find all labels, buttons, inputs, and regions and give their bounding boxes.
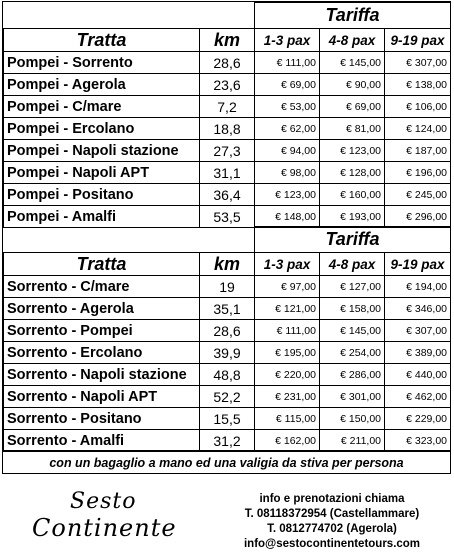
route-name: Pompei - Napoli APT [4, 162, 200, 184]
table-row [4, 276, 451, 298]
price-cell: € 193,00 [320, 206, 385, 228]
route-km: 52,2 [200, 386, 255, 408]
route-name: Sorrento - Napoli stazione [4, 364, 200, 386]
table-row [4, 184, 451, 206]
route-km: 53,5 [200, 206, 255, 228]
route-name: Pompei - Positano [4, 184, 200, 206]
price-cell: € 69,00 [255, 74, 320, 96]
pax-header: 4-8 pax [320, 29, 385, 52]
table-row [4, 386, 451, 408]
route-km: 36,4 [200, 184, 255, 206]
route-header: Tratta [4, 253, 200, 276]
route-name: Sorrento - C/mare [4, 276, 200, 298]
route-km: 27,3 [200, 140, 255, 162]
price-cell: € 196,00 [385, 162, 451, 184]
route-name: Sorrento - Ercolano [4, 342, 200, 364]
price-cell: € 220,00 [255, 364, 320, 386]
corner-blank [200, 227, 255, 253]
table-row [4, 140, 451, 162]
price-cell: € 462,00 [385, 386, 451, 408]
route-name: Sorrento - Positano [4, 408, 200, 430]
price-cell: € 94,00 [255, 140, 320, 162]
price-cell: € 187,00 [385, 140, 451, 162]
table-row [4, 430, 451, 452]
price-cell: € 138,00 [385, 74, 451, 96]
km-header: km [200, 29, 255, 52]
tariff-table-2 [3, 226, 451, 452]
table-row [4, 96, 451, 118]
route-km: 23,6 [200, 74, 255, 96]
price-cell: € 90,00 [320, 74, 385, 96]
table-row [4, 364, 451, 386]
price-cell: € 346,00 [385, 298, 451, 320]
price-cell: € 323,00 [385, 430, 451, 452]
price-cell: € 150,00 [320, 408, 385, 430]
route-km: 35,1 [200, 298, 255, 320]
price-cell: € 440,00 [385, 364, 451, 386]
price-cell: € 97,00 [255, 276, 320, 298]
price-cell: € 123,00 [320, 140, 385, 162]
corner-blank [4, 3, 200, 29]
contact-info [232, 492, 432, 552]
price-cell: € 160,00 [320, 184, 385, 206]
table-row [4, 118, 451, 140]
company-logo [32, 490, 182, 550]
price-cell: € 231,00 [255, 386, 320, 408]
price-cell: € 121,00 [255, 298, 320, 320]
table-row [4, 320, 451, 342]
logo-line-2: Continente [32, 514, 177, 542]
price-cell: € 229,00 [385, 408, 451, 430]
price-cell: € 162,00 [255, 430, 320, 452]
price-cell: € 115,00 [255, 408, 320, 430]
tariff-table-1 [3, 2, 451, 228]
tariff-header: Tariffa [255, 3, 451, 29]
route-name: Sorrento - Napoli APT [4, 386, 200, 408]
route-km: 19 [200, 276, 255, 298]
price-cell: € 245,00 [385, 184, 451, 206]
price-cell: € 123,00 [255, 184, 320, 206]
route-km: 18,8 [200, 118, 255, 140]
table-row [4, 206, 451, 228]
route-header: Tratta [4, 29, 200, 52]
route-name: Pompei - C/mare [4, 96, 200, 118]
price-cell: € 128,00 [320, 162, 385, 184]
route-name: Pompei - Amalfi [4, 206, 200, 228]
price-cell: € 307,00 [385, 320, 451, 342]
price-cell: € 111,00 [255, 320, 320, 342]
route-km: 15,5 [200, 408, 255, 430]
route-km: 7,2 [200, 96, 255, 118]
pax-header: 4-8 pax [320, 253, 385, 276]
route-km: 39,9 [200, 342, 255, 364]
contact-phone-agerola[interactable]: T. 0812774702 (Agerola) [267, 523, 397, 535]
route-km: 28,6 [200, 320, 255, 342]
pax-header: 1-3 pax [255, 29, 320, 52]
price-cell: € 81,00 [320, 118, 385, 140]
logo-line-1: Sesto [70, 489, 137, 514]
table-row [4, 298, 451, 320]
route-name: Pompei - Ercolano [4, 118, 200, 140]
route-km: 31,2 [200, 430, 255, 452]
price-cell: € 98,00 [255, 162, 320, 184]
price-cell: € 389,00 [385, 342, 451, 364]
price-cell: € 254,00 [320, 342, 385, 364]
corner-blank [4, 227, 200, 253]
price-cell: € 145,00 [320, 52, 385, 74]
route-name: Sorrento - Amalfi [4, 430, 200, 452]
price-cell: € 69,00 [320, 96, 385, 118]
contact-title: info e prenotazioni chiama [259, 493, 405, 505]
price-cell: € 296,00 [385, 206, 451, 228]
table-row [4, 342, 451, 364]
table-row [4, 162, 451, 184]
price-cell: € 307,00 [385, 52, 451, 74]
km-header: km [200, 253, 255, 276]
price-cell: € 62,00 [255, 118, 320, 140]
route-name: Pompei - Napoli stazione [4, 140, 200, 162]
price-cell: € 111,00 [255, 52, 320, 74]
route-name: Pompei - Sorrento [4, 52, 200, 74]
contact-phone-castellammare[interactable]: T. 08118372954 (Castellammare) [244, 508, 420, 520]
price-cell: € 211,00 [320, 430, 385, 452]
price-cell: € 106,00 [385, 96, 451, 118]
contact-email[interactable]: info@sestocontinentetours.com [243, 538, 421, 550]
route-km: 28,6 [200, 52, 255, 74]
price-cell: € 158,00 [320, 298, 385, 320]
price-cell: € 124,00 [385, 118, 451, 140]
price-cell: € 148,00 [255, 206, 320, 228]
table-row [4, 52, 451, 74]
table-row [4, 408, 451, 430]
price-cell: € 286,00 [320, 364, 385, 386]
price-cell: € 53,00 [255, 96, 320, 118]
price-cell: € 145,00 [320, 320, 385, 342]
route-name: Sorrento - Agerola [4, 298, 200, 320]
pax-header: 9-19 pax [385, 29, 451, 52]
luggage-note: con un bagaglio a mano ed una valigia da stiva per persona [3, 450, 450, 475]
route-km: 48,8 [200, 364, 255, 386]
route-name: Pompei - Agerola [4, 74, 200, 96]
price-cell: € 301,00 [320, 386, 385, 408]
price-cell: € 194,00 [385, 276, 451, 298]
route-name: Sorrento - Pompei [4, 320, 200, 342]
table-row [4, 74, 451, 96]
price-list-frame [2, 1, 451, 474]
pax-header: 9-19 pax [385, 253, 451, 276]
price-cell: € 195,00 [255, 342, 320, 364]
pax-header: 1-3 pax [255, 253, 320, 276]
route-km: 31,1 [200, 162, 255, 184]
price-cell: € 127,00 [320, 276, 385, 298]
tariff-header: Tariffa [255, 227, 451, 253]
corner-blank [200, 3, 255, 29]
